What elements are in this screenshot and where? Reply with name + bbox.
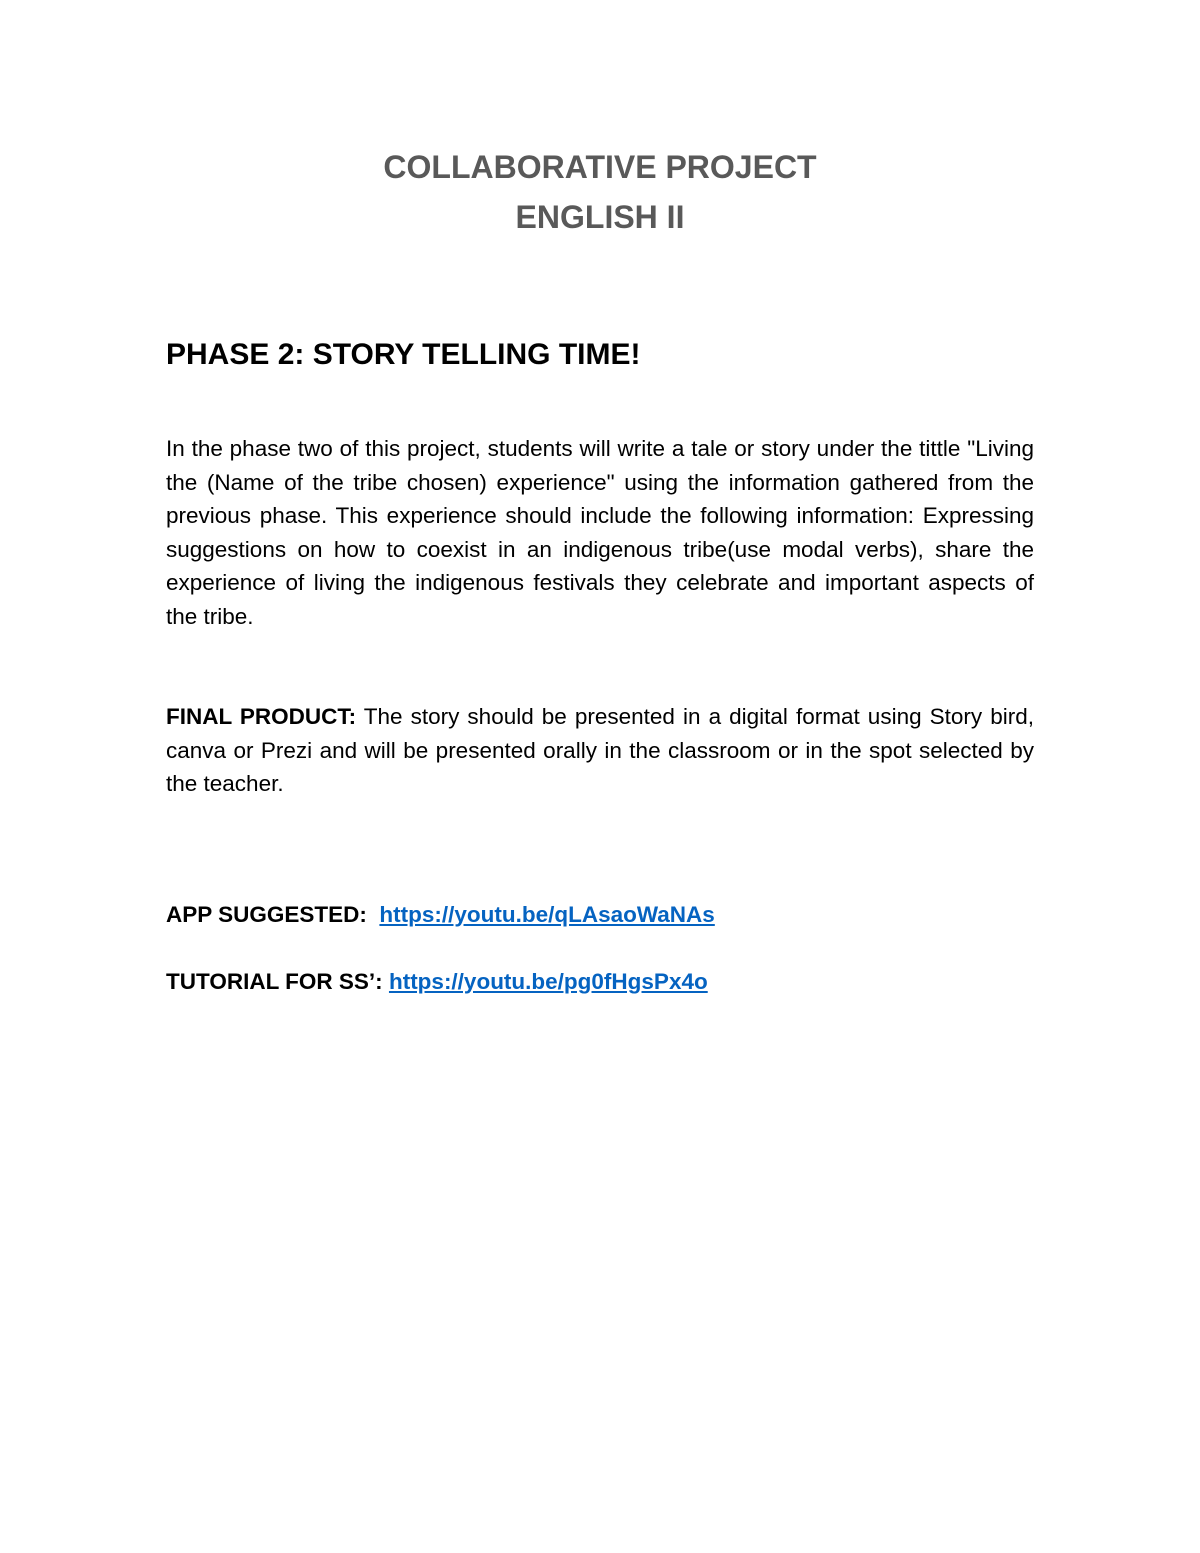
app-suggested-label: APP SUGGESTED: <box>166 902 367 927</box>
app-suggested-line <box>166 902 715 928</box>
app-suggested-link[interactable]: https://youtu.be/qLAsaoWaNAs <box>379 902 715 927</box>
header-subtitle: ENGLISH II <box>515 199 685 235</box>
final-product-paragraph <box>166 700 1034 801</box>
tutorial-line <box>166 969 708 995</box>
header-title: COLLABORATIVE PROJECT <box>383 149 817 185</box>
tutorial-label: TUTORIAL FOR SS’: <box>166 969 383 994</box>
final-product-text: The story should be presented in a digital format using Story bird, canva or Prezi and will be presented orally in the classroom or in the spot selected by the teacher. <box>166 704 1034 797</box>
tutorial-link[interactable]: https://youtu.be/pg0fHgsPx4o <box>388 969 708 994</box>
final-product-label: FINAL PRODUCT: <box>166 704 357 729</box>
phase-description: In the phase two of this project, students will write a tale or story under the tittle "Living the (Name of the tribe chosen) experience" using the information gathered from the previous phase. This experience should include the following information: Expressing suggestions on how to coexist in an indigenous tribe(use modal verbs), share the experience of living the indigenous festivals they celebrate and important aspects of the tribe. <box>166 436 1034 629</box>
document-header <box>0 142 1200 242</box>
phase-title: PHASE 2: STORY TELLING TIME! <box>166 338 641 371</box>
